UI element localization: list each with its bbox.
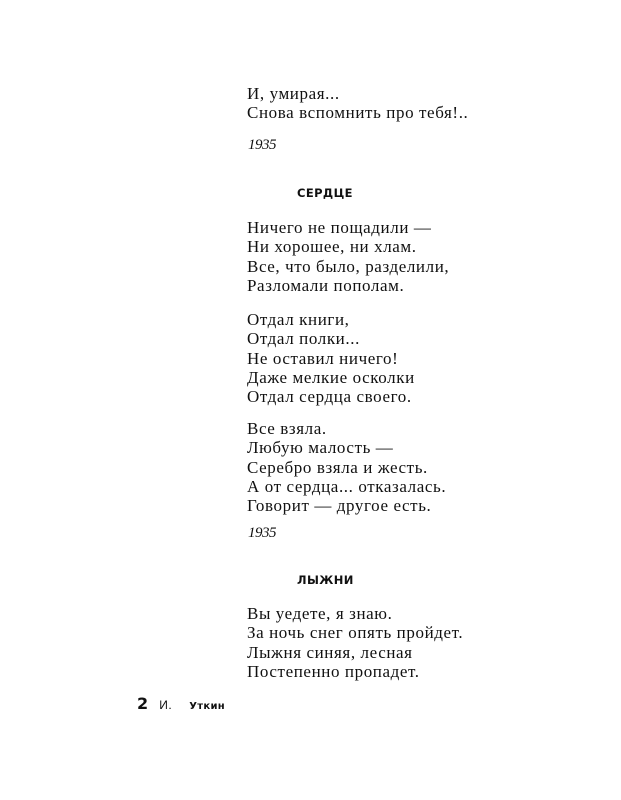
poem-year: 1935 — [248, 137, 276, 153]
verse-line: Постепенно пропадет. — [247, 661, 420, 681]
verse-line: Отдал сердца своего. — [247, 387, 412, 407]
poem-title-serdtse: СЕРДЦЕ — [297, 186, 353, 200]
verse-line: Не оставил ничего! — [247, 348, 399, 368]
verse-line: Любую малость — — [247, 438, 394, 458]
verse-line: Лыжня синяя, лесная — [247, 642, 413, 662]
verse-line: Вы уедете, я знаю. — [247, 604, 393, 623]
verse-line: Отдал полки... — [247, 329, 360, 349]
verse-line: Все взяла. — [247, 419, 327, 438]
page-footer — [137, 694, 225, 713]
poem-year: 1935 — [248, 525, 276, 541]
verse-line: За ночь снег опять пройдет. — [247, 623, 464, 643]
stanza — [247, 310, 415, 406]
verse-line: Ни хорошее, ни хлам. — [247, 237, 417, 257]
author-initial: И. — [159, 698, 173, 712]
verse-line: А от сердца... отказалась. — [247, 476, 447, 496]
poem-title-lyzhni: ЛЫЖНИ — [297, 573, 354, 587]
fragment-top-stanza — [247, 84, 468, 123]
verse-line: Говорит — другое есть. — [247, 496, 432, 516]
verse-line: Снова вспомнить про тебя!.. — [247, 103, 469, 123]
verse-line: Ничего не пощадили — — [247, 218, 432, 237]
stanza — [247, 419, 446, 515]
stanza — [247, 218, 449, 295]
author-name: Уткин — [189, 701, 226, 712]
verse-line: Серебро взяла и жесть. — [247, 457, 428, 477]
verse-line: И, умирая... — [247, 84, 340, 103]
verse-line: Все, что было, разделили, — [247, 256, 450, 276]
verse-line: Разломали пополам. — [247, 275, 405, 295]
page-number: 2 — [137, 694, 149, 713]
verse-line: Даже мелкие осколки — [247, 367, 415, 387]
verse-line: Отдал книги, — [247, 310, 350, 329]
stanza — [247, 604, 463, 681]
